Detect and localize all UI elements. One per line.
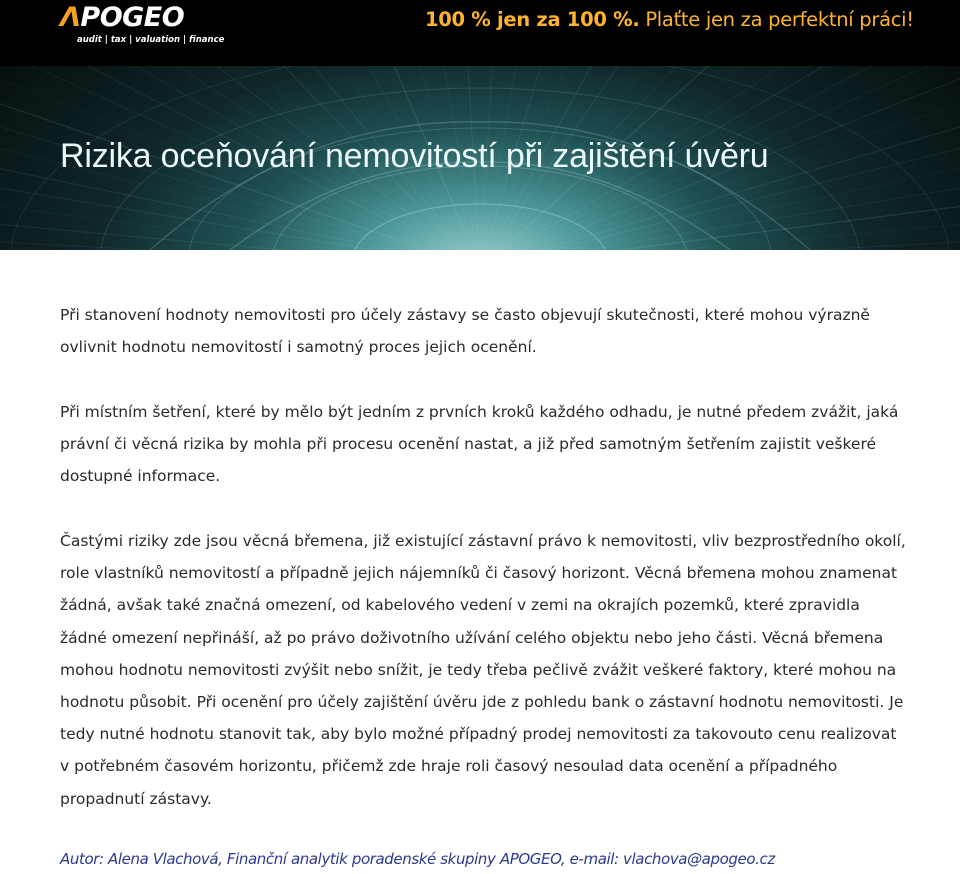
hero-banner [0, 0, 960, 250]
article-paragraph-intro: Při stanovení hodnoty nemovitosti pro účely zástavy se často objevují skutečnosti, které mohou výrazně ovlivnit hodnotu nemovitostí i samotný proces jejich ocenění. [60, 306, 870, 357]
page-title: Rizika oceňování nemovitostí při zajištění úvěru [60, 137, 769, 175]
slogan [425, 8, 914, 31]
logo-wordmark-rest: POGEO [80, 2, 185, 33]
author-email-link[interactable]: vlachova@apogeo.cz [623, 850, 775, 868]
article-paragraph-risks: Častými riziky zde jsou věcná břemena, již existující zástavní právo k nemovitosti, vliv bezprostředního okolí, role vlastníků nemovitostí a případně jejich nájemníků či časový horizont. Věcná břemena mohou znamenat žádná, avšak také značná omezení, od kabelového vedení v zemi na okrajích pozemků, které zpravidla žádné omezení nepřináší, až po právo doživotního užívání celého objektu nebo jeho části. Věcná břemena mohou hodnotu nemovitosti zvýšit nebo snížit, je tedy třeba pečlivě zvážit veškeré faktory, které mohou na hodnotu působit. Při ocenění pro účely zajištění úvěru jde z pohledu bank o zástavní hodnotu nemovitosti. Je tedy nutné hodnotu stanovit tak, aby bylo možné případný prodej nemovitosti za takovouto cenu realizovat v potřebném časovém horizontu, přičemž zde hraje roli časový nesoulad data ocenění a případného propadnutí zástavy. [60, 532, 906, 808]
apogeo-logo[interactable] [60, 2, 225, 46]
author-line [60, 850, 775, 868]
logo-wordmark [60, 2, 184, 33]
logo-tagline: audit | tax | valuation | finance [77, 35, 225, 45]
article-paragraph-inspection: Při místním šetření, které by mělo být jedním z prvních kroků každého odhadu, je nutné předem zvážit, jaká právní či věcná rizika by mohla při procesu ocenění nastat, a již před samotným šetřením zajistit veškeré dostupné informace. [60, 403, 899, 486]
author-text: Autor: Alena Vlachová, Finanční analytik poradenské skupiny APOGEO, e-mail: [60, 850, 619, 868]
top-bar [0, 0, 960, 66]
slogan-bold: 100 % jen za 100 %. [425, 8, 640, 31]
slogan-rest: Plaťte jen za perfektní práci! [645, 8, 914, 31]
logo-a-mark: Λ [60, 2, 81, 33]
